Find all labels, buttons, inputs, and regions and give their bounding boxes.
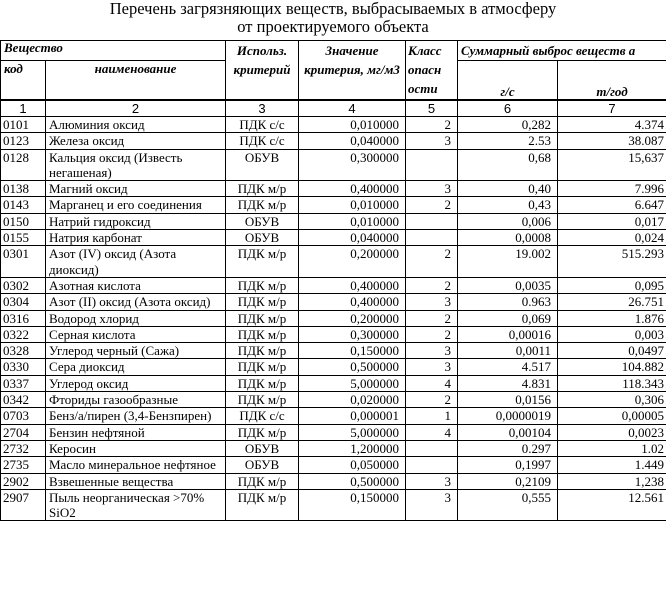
substance-name: Натрия карбонат: [46, 230, 226, 246]
table-row: [1, 457, 666, 473]
hazard-class: 2: [406, 197, 458, 213]
criterion-value: 0,150000: [299, 343, 406, 359]
emission-gs: 4.831: [458, 375, 558, 391]
emission-ty: 0,017: [558, 213, 666, 229]
emission-ty: 0,003: [558, 326, 666, 342]
substance-code: 0703: [1, 408, 46, 424]
substance-name: Марганец и его соединения: [46, 197, 226, 213]
emission-ty: 1,238: [558, 473, 666, 489]
substance-code: 0302: [1, 277, 46, 293]
substance-code: 0128: [1, 149, 46, 181]
criterion-value: 0,010000: [299, 117, 406, 133]
criterion-used: ПДК м/р: [226, 246, 299, 278]
substance-code: 0155: [1, 230, 46, 246]
criterion-used: ПДК м/р: [226, 375, 299, 391]
header-gs: г/с: [458, 61, 558, 101]
emission-gs: 4.517: [458, 359, 558, 375]
substance-code: 0123: [1, 133, 46, 149]
emission-ty: 38.087: [558, 133, 666, 149]
table-row: [1, 133, 666, 149]
emission-ty: 12.561: [558, 489, 666, 521]
emission-gs: 0,0008: [458, 230, 558, 246]
criterion-used: ПДК с/с: [226, 117, 299, 133]
criterion-used: ПДК м/р: [226, 424, 299, 440]
criterion-value: 0,400000: [299, 294, 406, 310]
substance-name: Керосин: [46, 440, 226, 456]
criterion-used: ПДК м/р: [226, 489, 299, 521]
emission-gs: 19.002: [458, 246, 558, 278]
criterion-value: 0,200000: [299, 310, 406, 326]
table-row: [1, 230, 666, 246]
substance-name: Масло минеральное нефтяное: [46, 457, 226, 473]
emission-gs: 0,40: [458, 181, 558, 197]
table-row: [1, 375, 666, 391]
emission-gs: 0,555: [458, 489, 558, 521]
substance-code: 0101: [1, 117, 46, 133]
emission-gs: 2.53: [458, 133, 558, 149]
emission-ty: 1.02: [558, 440, 666, 456]
substance-code: 2732: [1, 440, 46, 456]
hazard-class: 1: [406, 408, 458, 424]
hazard-class: [406, 230, 458, 246]
emission-gs: 0,0000019: [458, 408, 558, 424]
document-title: [0, 0, 666, 36]
hazard-class: [406, 149, 458, 181]
hazard-class: [406, 457, 458, 473]
substance-name: Углерод черный (Сажа): [46, 343, 226, 359]
substance-code: 0330: [1, 359, 46, 375]
column-number: 4: [299, 100, 406, 117]
emission-ty: 118.343: [558, 375, 666, 391]
hazard-class: 2: [406, 392, 458, 408]
hazard-class: 2: [406, 310, 458, 326]
table-row: [1, 117, 666, 133]
criterion-used: ПДК м/р: [226, 277, 299, 293]
header-name: наименование: [46, 61, 226, 101]
header-hazard-class: Класс опасн ости: [406, 41, 458, 101]
hazard-class: 2: [406, 246, 458, 278]
criterion-value: 0,010000: [299, 197, 406, 213]
emission-gs: 0,1997: [458, 457, 558, 473]
emission-gs: 0,00104: [458, 424, 558, 440]
table-row: [1, 359, 666, 375]
criterion-used: ОБУВ: [226, 230, 299, 246]
hazard-class: 2: [406, 277, 458, 293]
emission-ty: 0,095: [558, 277, 666, 293]
criterion-used: ПДК м/р: [226, 181, 299, 197]
substance-code: 0301: [1, 246, 46, 278]
emission-ty: 0,0497: [558, 343, 666, 359]
criterion-used: ПДК м/р: [226, 326, 299, 342]
table-row: [1, 473, 666, 489]
criterion-value: 0,010000: [299, 213, 406, 229]
criterion-value: 5,000000: [299, 424, 406, 440]
substance-code: 0138: [1, 181, 46, 197]
table-row: [1, 424, 666, 440]
hazard-class: 3: [406, 181, 458, 197]
hazard-class: 2: [406, 117, 458, 133]
substance-name: Азот (IV) оксид (Азота диоксид): [46, 246, 226, 278]
header-substance: Вещество: [1, 41, 226, 61]
substance-name: Сера диоксид: [46, 359, 226, 375]
substance-code: 0316: [1, 310, 46, 326]
hazard-class: [406, 213, 458, 229]
emission-ty: 15,637: [558, 149, 666, 181]
criterion-used: ПДК м/р: [226, 197, 299, 213]
header-ty: т/год: [558, 61, 666, 101]
emission-gs: 0.297: [458, 440, 558, 456]
header-criterion-used: Использ. критерий: [226, 41, 299, 101]
substance-name: Азотная кислота: [46, 277, 226, 293]
substance-code: 0337: [1, 375, 46, 391]
hazard-class: 2: [406, 326, 458, 342]
emission-ty: 26.751: [558, 294, 666, 310]
criterion-value: 0,500000: [299, 359, 406, 375]
criterion-value: 0,150000: [299, 489, 406, 521]
column-number-row: [1, 100, 666, 117]
column-number: 7: [558, 100, 666, 117]
substance-code: 2902: [1, 473, 46, 489]
emission-gs: 0,00016: [458, 326, 558, 342]
hazard-class: 3: [406, 343, 458, 359]
table-row: [1, 197, 666, 213]
emission-ty: 1.449: [558, 457, 666, 473]
table-row: [1, 149, 666, 181]
hazard-class: 3: [406, 133, 458, 149]
table-row: [1, 343, 666, 359]
substance-name: Магний оксид: [46, 181, 226, 197]
criterion-value: 0,300000: [299, 149, 406, 181]
criterion-used: ПДК м/р: [226, 392, 299, 408]
substance-name: Бензин нефтяной: [46, 424, 226, 440]
criterion-value: 0,000001: [299, 408, 406, 424]
emission-ty: 0,0023: [558, 424, 666, 440]
emission-ty: 104.882: [558, 359, 666, 375]
substance-code: 2735: [1, 457, 46, 473]
emission-ty: 515.293: [558, 246, 666, 278]
criterion-used: ПДК м/р: [226, 294, 299, 310]
substance-name: Водород хлорид: [46, 310, 226, 326]
table-row: [1, 310, 666, 326]
substance-code: 0322: [1, 326, 46, 342]
hazard-class: 3: [406, 359, 458, 375]
table-row: [1, 326, 666, 342]
emission-gs: 0,43: [458, 197, 558, 213]
criterion-used: ОБУВ: [226, 457, 299, 473]
substance-code: 0342: [1, 392, 46, 408]
table-row: [1, 181, 666, 197]
column-number: 5: [406, 100, 458, 117]
criterion-used: ОБУВ: [226, 149, 299, 181]
title-line-2: от проектируемого объекта: [237, 17, 429, 36]
substance-name: Серная кислота: [46, 326, 226, 342]
criterion-used: ПДК с/с: [226, 133, 299, 149]
substance-name: Бенз/а/пирен (3,4-Бензпирен): [46, 408, 226, 424]
substance-name: Кальция оксид (Известь негашеная): [46, 149, 226, 181]
emission-gs: 0,0011: [458, 343, 558, 359]
emission-gs: 0,282: [458, 117, 558, 133]
substance-code: 0328: [1, 343, 46, 359]
substance-name: Углерод оксид: [46, 375, 226, 391]
criterion-value: 0,500000: [299, 473, 406, 489]
substance-name: Фториды газообразные: [46, 392, 226, 408]
emission-ty: 0,306: [558, 392, 666, 408]
hazard-class: 4: [406, 375, 458, 391]
substance-code: 2704: [1, 424, 46, 440]
column-number: 2: [46, 100, 226, 117]
table-row: [1, 392, 666, 408]
substance-code: 2907: [1, 489, 46, 521]
substance-code: 0150: [1, 213, 46, 229]
emission-gs: 0,006: [458, 213, 558, 229]
hazard-class: [406, 440, 458, 456]
criterion-used: ОБУВ: [226, 213, 299, 229]
emission-gs: 0,0035: [458, 277, 558, 293]
emission-ty: 0,00005: [558, 408, 666, 424]
emission-ty: 7.996: [558, 181, 666, 197]
criterion-value: 0,040000: [299, 230, 406, 246]
criterion-value: 0,020000: [299, 392, 406, 408]
emissions-table: [0, 40, 666, 521]
emission-gs: 0,069: [458, 310, 558, 326]
criterion-value: 1,200000: [299, 440, 406, 456]
column-number: 1: [1, 100, 46, 117]
table-row: [1, 408, 666, 424]
emission-ty: 0,024: [558, 230, 666, 246]
header-criterion-value: Значение критерия, мг/м3: [299, 41, 406, 101]
criterion-used: ПДК м/р: [226, 343, 299, 359]
emission-gs: 0,2109: [458, 473, 558, 489]
substance-name: Азот (II) оксид (Азота оксид): [46, 294, 226, 310]
table-row: [1, 489, 666, 521]
criterion-used: ПДК м/р: [226, 310, 299, 326]
criterion-value: 0,400000: [299, 181, 406, 197]
criterion-used: ОБУВ: [226, 440, 299, 456]
substance-name: Алюминия оксид: [46, 117, 226, 133]
table-row: [1, 440, 666, 456]
table-row: [1, 294, 666, 310]
substance-code: 0143: [1, 197, 46, 213]
criterion-value: 0,200000: [299, 246, 406, 278]
criterion-value: 0,400000: [299, 277, 406, 293]
criterion-used: ПДК м/р: [226, 473, 299, 489]
column-number: 6: [458, 100, 558, 117]
criterion-value: 0,040000: [299, 133, 406, 149]
substance-name: Натрий гидроксид: [46, 213, 226, 229]
table-row: [1, 246, 666, 278]
substance-name: Взвешенные вещества: [46, 473, 226, 489]
emission-ty: 4.374: [558, 117, 666, 133]
criterion-value: 5,000000: [299, 375, 406, 391]
hazard-class: 3: [406, 489, 458, 521]
substance-code: 0304: [1, 294, 46, 310]
table-row: [1, 213, 666, 229]
emission-ty: 6.647: [558, 197, 666, 213]
emission-gs: 0,0156: [458, 392, 558, 408]
header-code: код: [1, 61, 46, 101]
substance-name: Пыль неорганическая >70% SiO2: [46, 489, 226, 521]
emission-gs: 0.963: [458, 294, 558, 310]
hazard-class: 4: [406, 424, 458, 440]
title-line-1: Перечень загрязняющих веществ, выбрасываемых в атмосферу: [109, 0, 557, 18]
table-row: [1, 277, 666, 293]
column-number: 3: [226, 100, 299, 117]
criterion-used: ПДК м/р: [226, 359, 299, 375]
hazard-class: 3: [406, 473, 458, 489]
criterion-value: 0,300000: [299, 326, 406, 342]
header-total-emission: Суммарный выброс веществ а: [458, 41, 666, 61]
hazard-class: 3: [406, 294, 458, 310]
substance-name: Железа оксид: [46, 133, 226, 149]
criterion-used: ПДК с/с: [226, 408, 299, 424]
emission-ty: 1.876: [558, 310, 666, 326]
emission-gs: 0,68: [458, 149, 558, 181]
criterion-value: 0,050000: [299, 457, 406, 473]
